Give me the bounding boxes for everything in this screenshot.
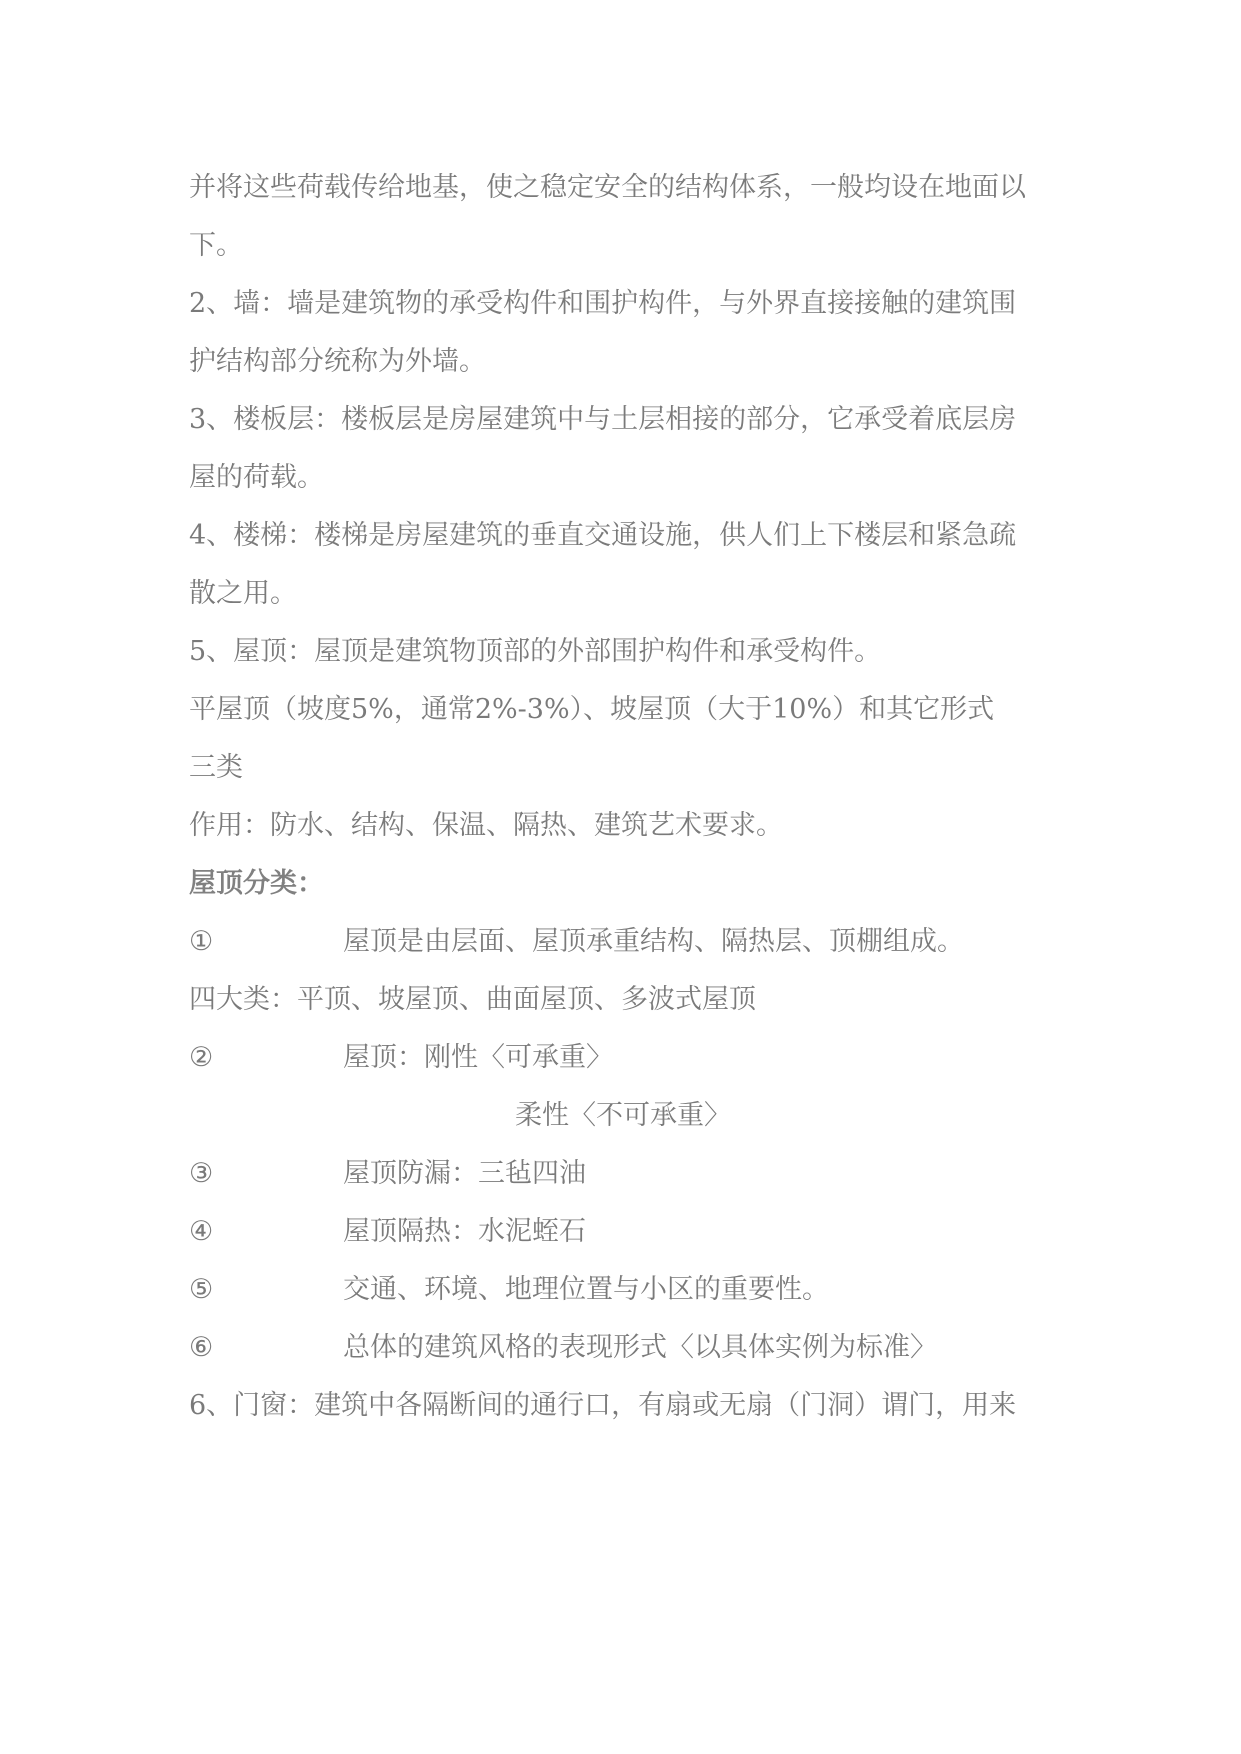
list-item-continuation (189, 1096, 1063, 1136)
list-item (189, 1270, 1063, 1310)
list-item (189, 922, 1063, 962)
list-marker: ① (189, 926, 214, 957)
paragraph-line: 散之用。 (189, 578, 297, 609)
paragraph-line: 2、墙：墙是建筑物的承受构件和围护构件，与外界直接接触的建筑围 (189, 288, 1017, 319)
list-marker: ⑥ (189, 1332, 214, 1363)
paragraph-line: 作用：防水、结构、保温、隔热、建筑艺术要求。 (189, 810, 783, 841)
paragraph-line: 3、楼板层：楼板层是房屋建筑中与土层相接的部分，它承受着底层房 (189, 404, 1017, 435)
list-item-text: 屋顶隔热：水泥蛭石 (343, 1216, 586, 1247)
paragraph-line: 下。 (189, 230, 243, 261)
list-item-text: 屋顶是由层面、屋顶承重结构、隔热层、顶棚组成。 (343, 926, 964, 957)
paragraph-line: 4、楼梯：楼梯是房屋建筑的垂直交通设施，供人们上下楼层和紧急疏 (189, 520, 1017, 551)
list-item-text: 屋顶防漏：三毡四油 (343, 1158, 586, 1189)
paragraph-line: 三类 (189, 752, 243, 783)
list-item-continuation-text: 柔性〈不可承重〉 (515, 1100, 731, 1131)
list-item (189, 1038, 1063, 1078)
list-item-text: 总体的建筑风格的表现形式〈以具体实例为标准〉 (343, 1332, 937, 1363)
paragraph-line: 四大类：平顶、坡屋顶、曲面屋顶、多波式屋顶 (189, 984, 756, 1015)
list-marker: ③ (189, 1158, 214, 1189)
list-item-text: 交通、环境、地理位置与小区的重要性。 (343, 1274, 829, 1305)
paragraph-line: 平屋顶（坡度5%，通常2%-3%）、坡屋顶（大于10%）和其它形式 (189, 694, 995, 725)
list-item-text: 屋顶：刚性〈可承重〉 (343, 1042, 613, 1073)
list-marker: ④ (189, 1216, 214, 1247)
list-item (189, 1328, 1063, 1368)
list-marker: ⑤ (189, 1274, 214, 1305)
list-item (189, 1154, 1063, 1194)
list-item (189, 1212, 1063, 1252)
paragraph-line: 屋的荷载。 (189, 462, 324, 493)
list-marker: ② (189, 1042, 214, 1073)
paragraph-line: 5、屋顶：屋顶是建筑物顶部的外部围护构件和承受构件。 (189, 636, 882, 667)
paragraph-line: 护结构部分统称为外墙。 (189, 346, 486, 377)
paragraph-line: 6、门窗：建筑中各隔断间的通行口，有扇或无扇（门洞）谓门，用来 (189, 1390, 1017, 1421)
paragraph-line: 并将这些荷载传给地基，使之稳定安全的结构体系，一般均设在地面以 (189, 172, 1026, 203)
section-heading: 屋顶分类： (189, 868, 324, 899)
